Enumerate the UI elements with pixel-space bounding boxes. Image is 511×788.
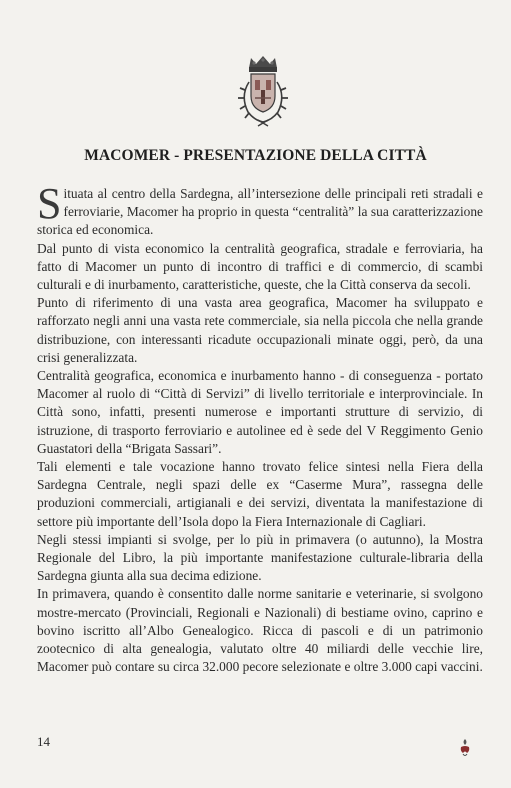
- corner-emblem-icon: [458, 738, 472, 758]
- coat-of-arms-icon: [234, 54, 292, 128]
- paragraph: Centralità geografica, economica e inurbamento hanno - di conseguenza - portato Macomer al ruolo di “Città di Servizi” di livello territoriale e interprovinciale. In Città sono, infatti, presenti numerose e importanti strutture di servizio, di istruzione, di trasporto ferroviario e autolinee ed è sede del V Reggimento Genio Guastatori della “Brigata Sassari”.: [37, 368, 483, 456]
- paragraph-text: ituata al centro della Sardegna, all’intersezione delle principali reti stradali e ferroviarie, Macomer ha proprio in questa “centralità” la sua caratterizzazione storica ed economica.: [37, 186, 483, 238]
- paragraph: Negli stessi impianti si svolge, per lo più in primavera (o autunno), la Mostra Regionale del Libro, la più importante manifestazione culturale-libraria della Sardegna giunta alla sua decima edizione.: [37, 531, 483, 584]
- paragraph: In primavera, quando è consentito dalle norme sanitarie e veterinarie, si svolgono mostre-mercato (Provinciali, Regionali e Nazionali) di bestiame ovino, caprino e bovino iscritto all’Albo Genealogico. Ricca di pascoli e di un patrimonio zootecnico di alta genealogia, valutato oltre 40 miliardi delle vecchie lire, Macomer può contare su circa 32.000 pecore selezionate e oltre 3.000 capi vaccini.: [37, 586, 483, 675]
- paragraph: Tali elementi e tale vocazione hanno trovato felice sintesi nella Fiera della Sardegna Centrale, negli spazi delle ex “Caserme Mura”, rassegna delle produzioni commerciali, artigianali e dei servizi, diventata la manifestazione di settore più importante dell’Isola dopo la Fiera Internazionale di Cagliari.: [37, 459, 483, 529]
- page-title: MACOMER - PRESENTAZIONE DELLA CITTÀ: [84, 147, 427, 164]
- paragraph: Punto di riferimento di una vasta area geografica, Macomer ha sviluppato e rafforzato negli anni una vasta rete commerciale, sia nella piccola che nella grande distribuzione, con interessanti ricadute occupazionali minate oggi, però, da una crisi generalizzata.: [37, 295, 483, 365]
- page-number: 14: [37, 734, 50, 749]
- paragraph: Dal punto di vista economico la centralità geografica, stradale e ferroviaria, ha fatto di Macomer un punto di incontro di traffici e di commercio, di scambi culturali e di inurbamento, caratteristiche, queste, che la Città conserva da secoli.: [37, 240, 483, 293]
- drop-cap: S: [37, 179, 62, 228]
- paragraph: [37, 179, 483, 240]
- body-text: [37, 179, 483, 676]
